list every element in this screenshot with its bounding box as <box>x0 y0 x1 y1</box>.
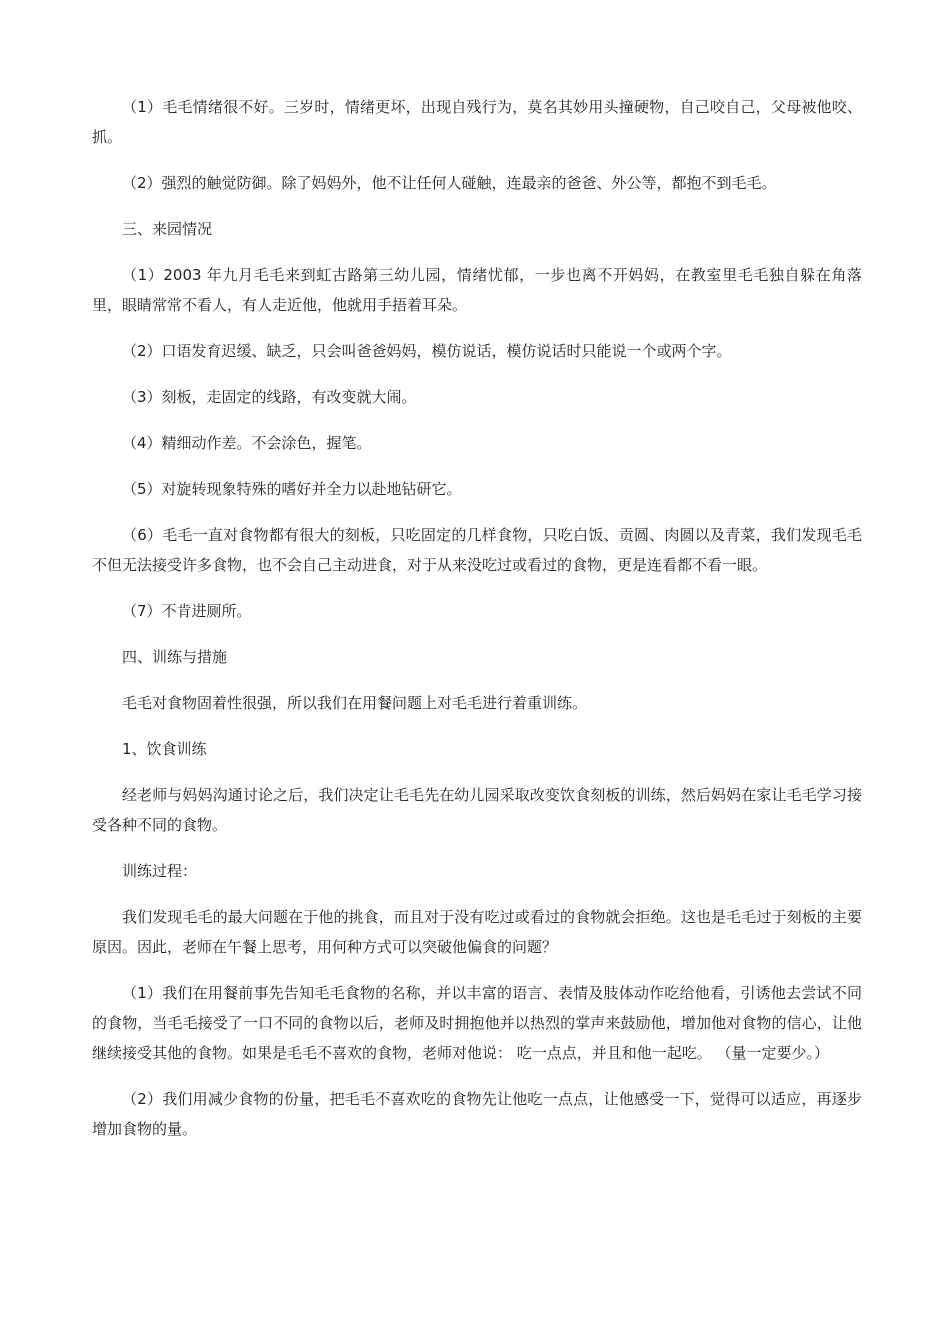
paragraph-tactile-defense: （2）强烈的触觉防御。除了妈妈外，他不让任何人碰触，连最亲的爸爸、外公等，都抱不到毛毛。 <box>122 174 777 192</box>
paragraph-arrival-1: （1）2003 年九月毛毛来到虹古路第三幼儿园，情绪忧郁，一步也离不开妈妈，在教室里毛毛独自躲在角落里，眼睛常常不看人，有人走近他，他就用手捂着耳朵。 <box>92 266 862 314</box>
paragraph-method-2: （2）我们用减少食物的份量，把毛毛不喜欢吃的食物先让他吃一点点，让他感受一下，觉得可以适应，再逐步增加食物的量。 <box>92 1090 862 1138</box>
paragraph-mood: （1）毛毛情绪很不好。三岁时，情绪更坏，出现自残行为，莫名其妙用头撞硬物，自己咬自己，父母被他咬、抓。 <box>92 98 862 146</box>
paragraph-arrival-2: （2）口语发育迟缓、缺乏，只会叫爸爸妈妈，模仿说话，模仿说话时只能说一个或两个字。 <box>122 342 732 360</box>
paragraph-main-problem: 我们发现毛毛的最大问题在于他的挑食，而且对于没有吃过或看过的食物就会拒绝。这也是毛毛过于刻板的主要原因。因此，老师在午餐上思考，用何种方式可以突破他偏食的问题？ <box>92 908 862 956</box>
paragraph-diet-plan: 经老师与妈妈沟通讨论之后，我们决定让毛毛先在幼儿园采取改变饮食刻板的训练，然后妈妈在家让毛毛学习接受各种不同的食物。 <box>92 786 862 834</box>
document-body <box>92 92 862 1160</box>
paragraph-arrival-5: （5）对旋转现象特殊的嗜好并全力以赴地钻研它。 <box>122 480 462 498</box>
paragraph-arrival-6: （6）毛毛一直对食物都有很大的刻板，只吃固定的几样食物，只吃白饭、贡圆、肉圆以及青菜，我们发现毛毛不但无法接受许多食物，也不会自己主动进食，对于从来没吃过或看过的食物，更是连看都不看一眼。 <box>92 526 862 574</box>
paragraph-arrival-7: （7）不肯进厕所。 <box>122 602 252 620</box>
section-heading-arrival: 三、来园情况 <box>122 220 213 238</box>
subheading-training-process: 训练过程： <box>122 862 198 880</box>
subheading-diet-training: 1、饮食训练 <box>122 740 207 758</box>
paragraph-arrival-4: （4）精细动作差。不会涂色，握笔。 <box>122 434 372 452</box>
section-heading-training: 四、训练与措施 <box>122 648 228 666</box>
paragraph-training-intro: 毛毛对食物固着性很强，所以我们在用餐问题上对毛毛进行着重训练。 <box>122 694 588 712</box>
paragraph-arrival-3: （3）刻板，走固定的线路，有改变就大闹。 <box>122 388 417 406</box>
paragraph-method-1: （1）我们在用餐前事先告知毛毛食物的名称，并以丰富的语言、表情及肢体动作吃给他看，引诱他去尝试不同的食物，当毛毛接受了一口不同的食物以后，老师及时拥抱他并以热烈的掌声来鼓励他，增加他对食物的信心，让他继续接受其他的食物。如果是毛毛不喜欢的食物，老师对他说： 吃一点点，并且和他一起吃。 （量一定要少。） <box>92 984 862 1062</box>
